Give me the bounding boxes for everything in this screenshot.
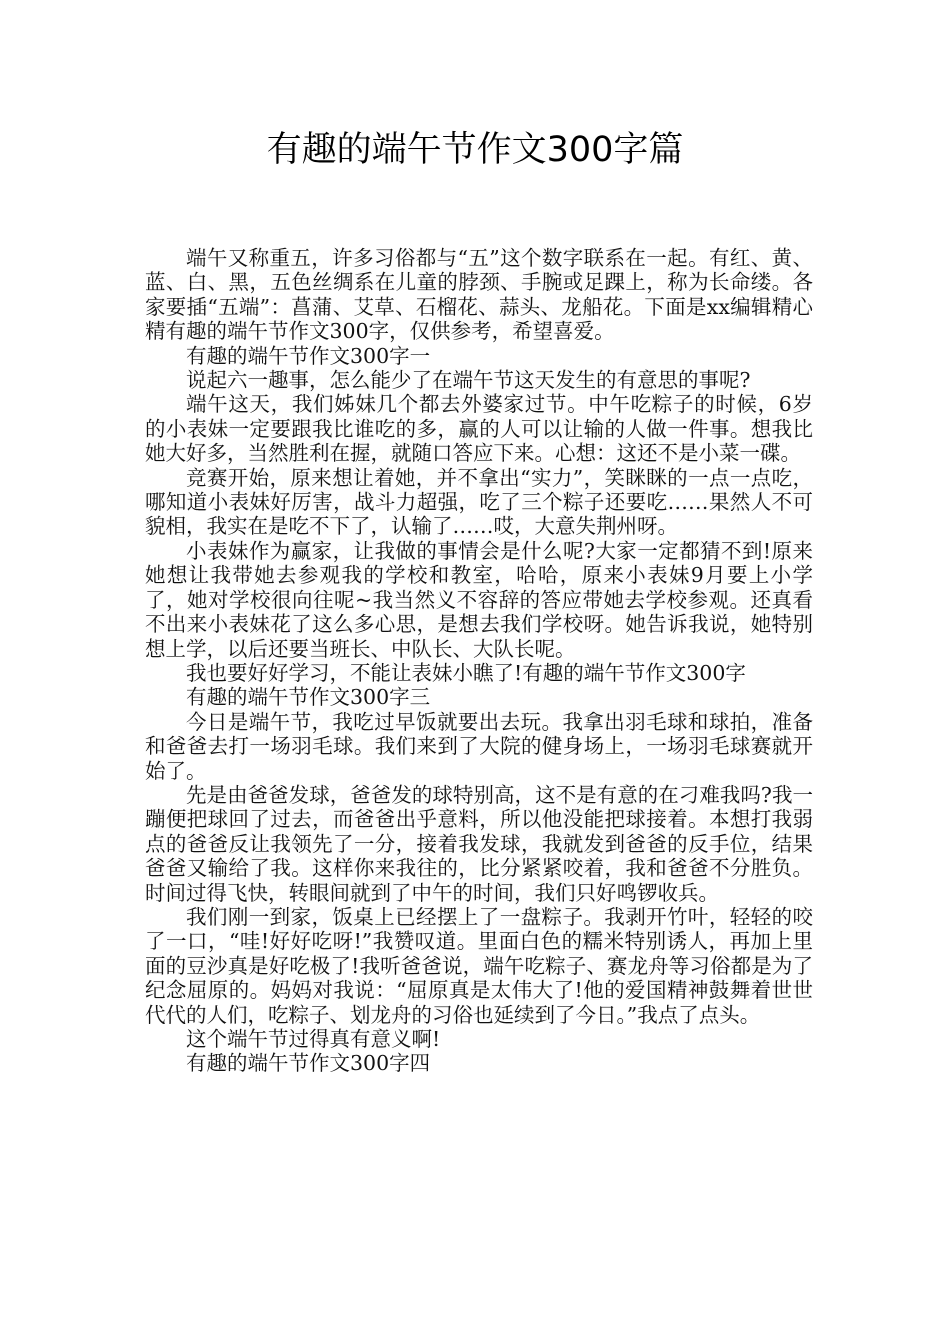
paragraph: 竞赛开始，原来想让着她，并不拿出“实力”，笑眯眯的一点一点吃，哪知道小表妹好厉害，战斗力超强，吃了三个粽子还要吃……果然人不可貌相，我实在是吃不下了，认输了……哎，大意失荆州呀。 [145, 465, 813, 539]
paragraph: 今日是端午节，我吃过早饭就要出去玩。我拿出羽毛球和球拍，准备和爸爸去打一场羽毛球。我们来到了大院的健身场上，一场羽毛球赛就开始了。 [145, 709, 813, 783]
document-body [145, 246, 813, 1076]
section-heading: 有趣的端午节作文300字一 [186, 343, 431, 368]
paragraph: 端午又称重五，许多习俗都与“五”这个数字联系在一起。有红、黄、蓝、白、黑，五色丝绸系在儿童的脖颈、手腕或足踝上，称为长命缕。各家要插“五端”：菖蒲、艾草、石榴花、蒜头、龙船花。下面是xx编辑精心精有趣的端午节作文300字，仅供参考，希望喜爱。 [145, 246, 813, 344]
paragraph: 小表妹作为赢家，让我做的事情会是什么呢?大家一定都猜不到!原来她想让我带她去参观我的学校和教室，哈哈，原来小表妹9月要上小学了，她对学校很向往呢~我当然义不容辞的答应带她去学校参观。还真看不出来小表妹花了这么多心思，是想去我们学校呀。她告诉我说，她特别想上学，以后还要当班长、中队长、大队长呢。 [145, 538, 813, 661]
paragraph: 端午这天，我们姊妹几个都去外婆家过节。中午吃粽子的时候，6岁的小表妹一定要跟我比谁吃的多，赢的人可以让输的人做一件事。想我比她大好多，当然胜利在握，就随口答应下来。心想：这还不是小菜一碟。 [145, 392, 813, 466]
paragraph: 这个端午节过得真有意义啊! [186, 1027, 441, 1051]
document-title: 有趣的端午节作文300字篇 [266, 130, 684, 170]
paragraph: 我也要好好学习，不能让表妹小瞧了!有趣的端午节作文300字 [186, 660, 746, 685]
paragraph: 先是由爸爸发球，爸爸发的球特别高，这不是有意的在刁难我吗?我一蹦便把球回了过去，而爸爸出乎意料，所以他没能把球接着。本想打我弱点的爸爸反让我领先了一分，接着我发球，我就发到爸爸的反手位，结果爸爸又输给了我。这样你来我往的，比分紧紧咬着，我和爸爸不分胜负。时间过得飞快，转眼间就到了中午的时间，我们只好鸣锣收兵。 [145, 782, 813, 905]
paragraph: 我们刚一到家，饭桌上已经摆上了一盘粽子。我剥开竹叶，轻轻的咬了一口，“哇!好好吃呀!”我赞叹道。里面白色的糯米特别诱人，再加上里面的豆沙真是好吃极了!我听爸爸说，端午吃粽子、赛龙舟等习俗都是为了纪念屈原的。妈妈对我说：“屈原真是太伟大了!他的爱国精神鼓舞着世世代代的人们，吃粽子、划龙舟的习俗也延续到了今日。”我点了点头。 [145, 904, 813, 1027]
section-heading: 有趣的端午节作文300字三 [186, 685, 431, 710]
paragraph: 说起六一趣事，怎么能少了在端午节这天发生的有意思的事呢? [186, 368, 751, 393]
section-heading: 有趣的端午节作文300字四 [186, 1051, 431, 1076]
